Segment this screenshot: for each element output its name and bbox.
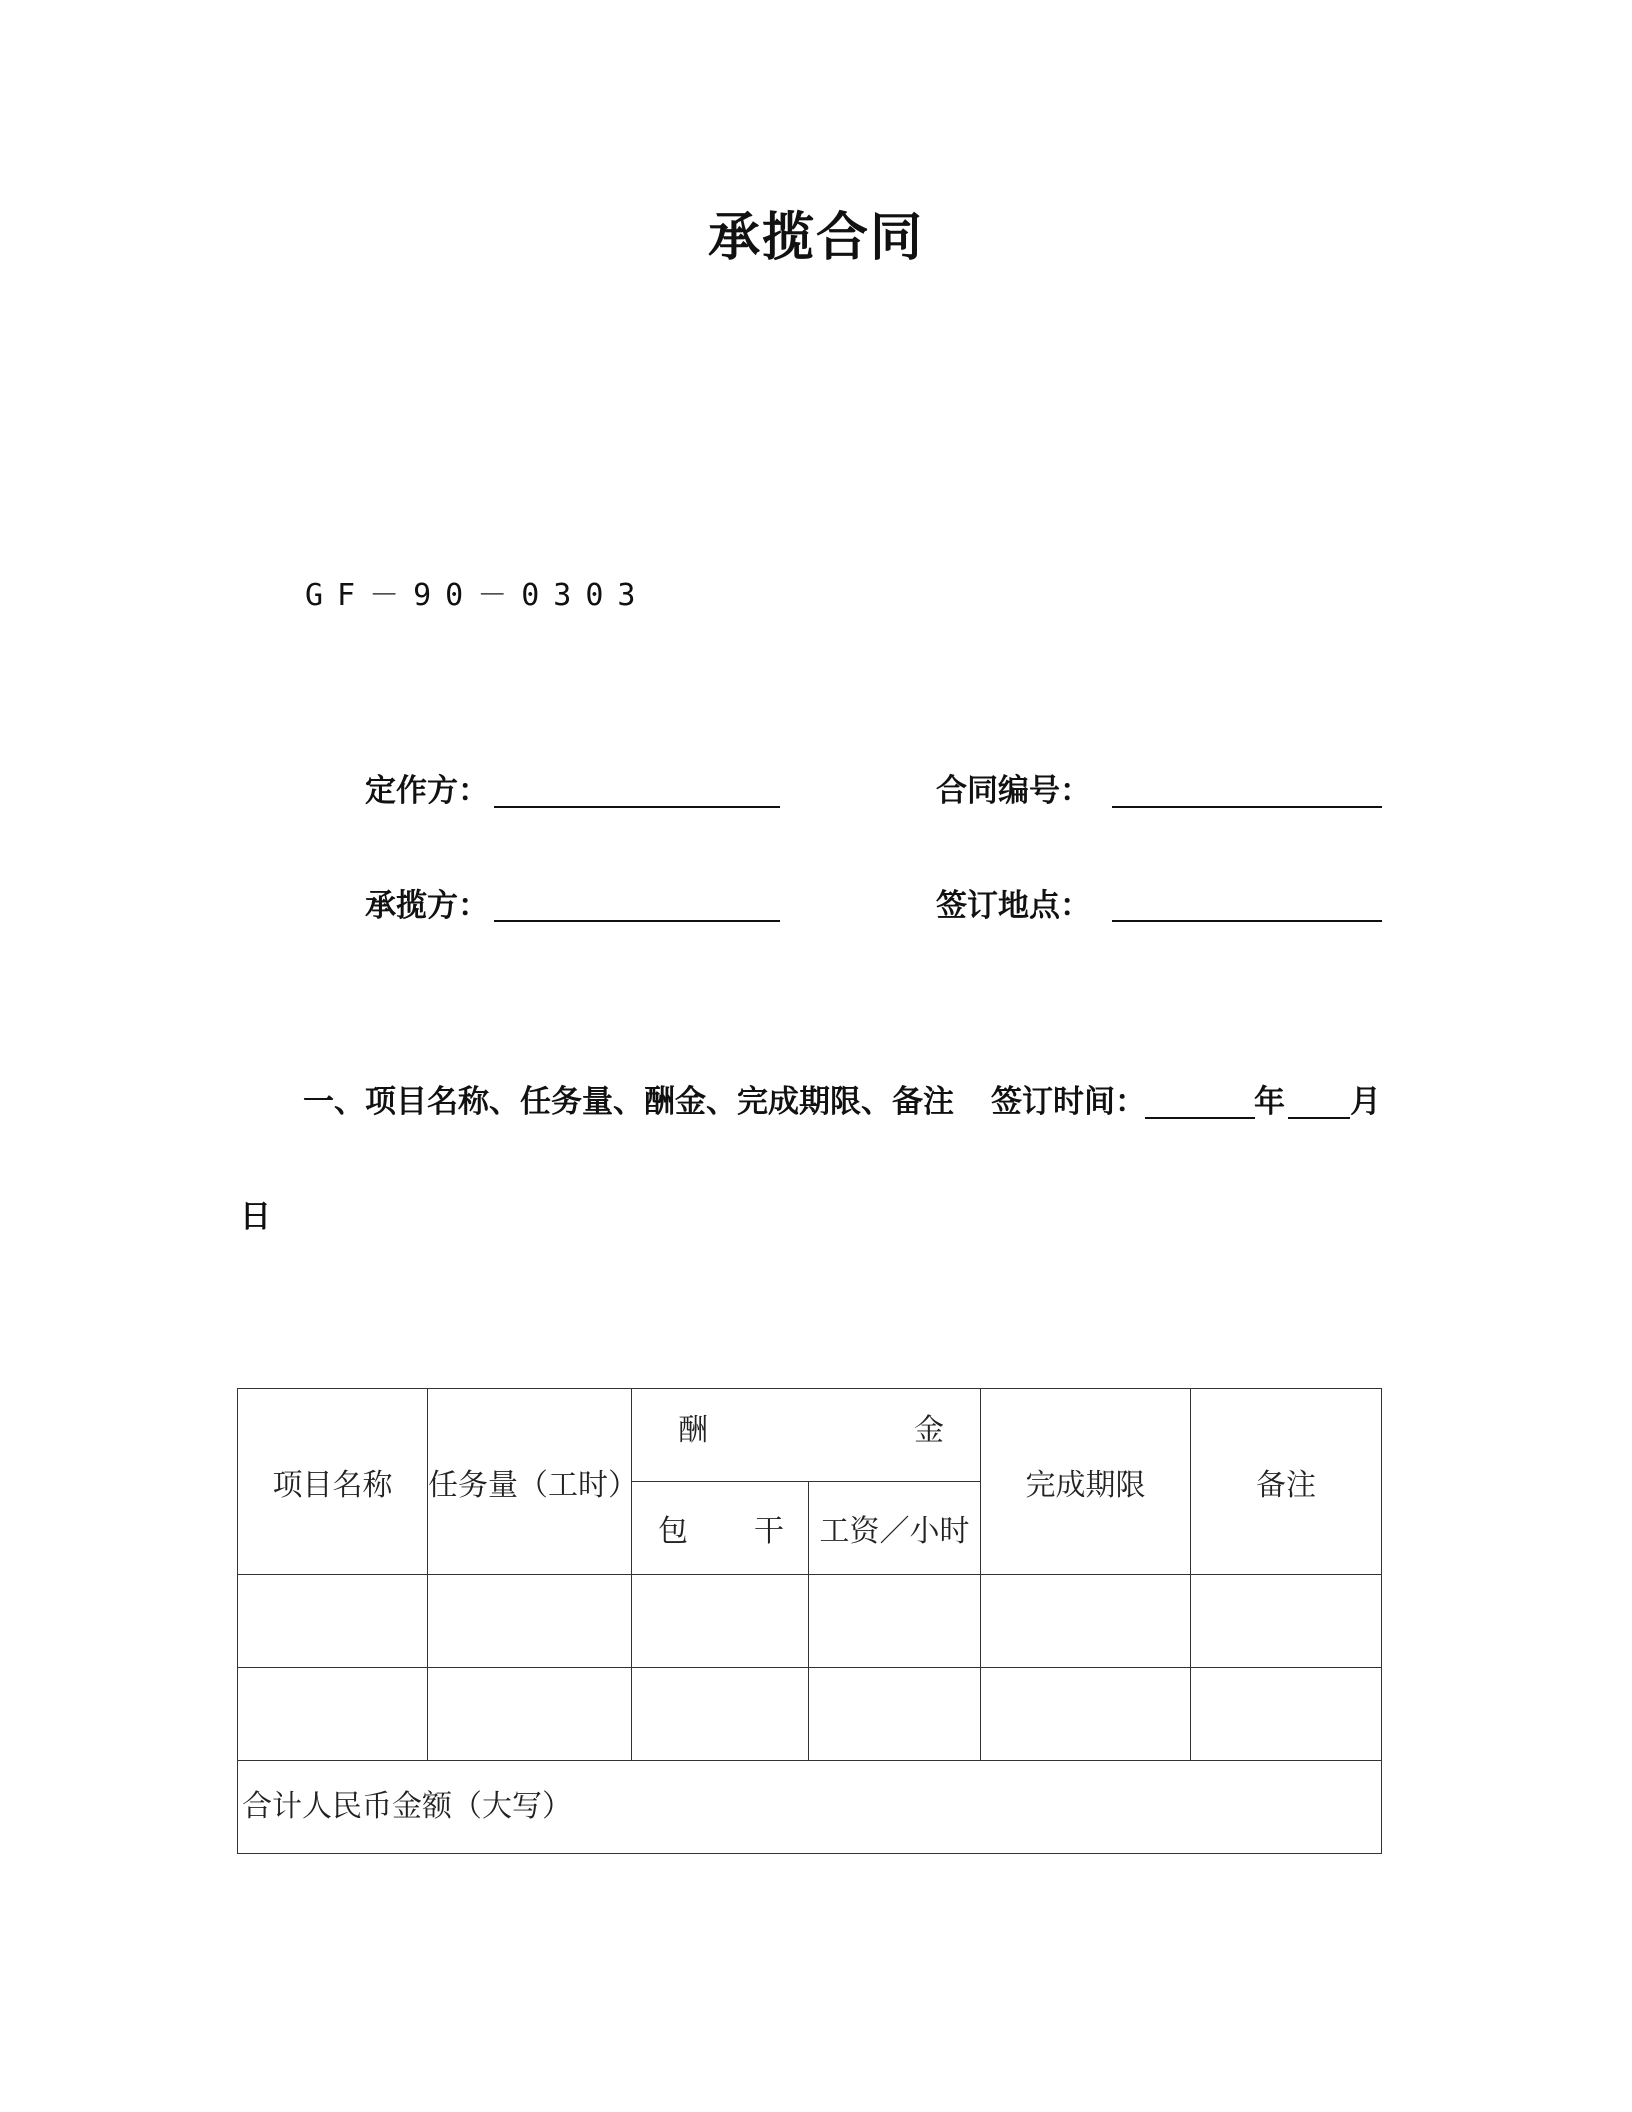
table-cell[interactable] [238,1575,428,1668]
header-remuneration-right: 金 [914,1413,944,1448]
table-cell[interactable] [981,1668,1191,1761]
total-row [238,1761,1382,1854]
total-amount-label: 合计人民币金额（大写） [242,1789,572,1824]
table-cell[interactable] [1191,1668,1382,1761]
items-table [237,1388,1382,1854]
sign-time-label: 签订时间： [991,1084,1146,1120]
header-remark: 备注 [1191,1389,1382,1575]
contractor-label: 承揽方： [365,888,489,924]
total-amount-cell[interactable] [238,1761,1382,1854]
year-label: 年 [1254,1084,1285,1120]
table-cell[interactable] [981,1575,1191,1668]
header-remuneration-left: 酬 [678,1413,708,1448]
table-header-row [238,1389,1382,1482]
contract-number-field[interactable] [1112,806,1382,808]
table-row [238,1575,1382,1668]
contractor-field[interactable] [494,920,780,922]
header-quantity: 任务量（工时） [428,1389,632,1575]
table-row [238,1668,1382,1761]
header-lump-sum [632,1482,809,1575]
sign-month-field[interactable] [1288,1117,1350,1119]
orderer-label: 定作方： [365,773,489,809]
document-title: 承揽合同 [707,208,924,268]
sign-year-field[interactable] [1145,1117,1255,1119]
month-label: 月 [1350,1084,1381,1120]
orderer-field[interactable] [494,806,780,808]
table-cell[interactable] [809,1668,981,1761]
contract-number-label: 合同编号： [936,773,1091,809]
table-cell[interactable] [428,1668,632,1761]
table-cell[interactable] [238,1668,428,1761]
table-cell[interactable] [428,1575,632,1668]
header-deadline: 完成期限 [981,1389,1191,1575]
sign-place-label: 签订地点： [936,888,1091,924]
table-cell[interactable] [1191,1575,1382,1668]
table-cell[interactable] [632,1575,809,1668]
header-hourly-wage: 工资／小时 [809,1482,981,1575]
header-remuneration [632,1389,981,1482]
day-label: 日 [240,1199,271,1235]
sign-place-field[interactable] [1112,920,1382,922]
header-item-name: 项目名称 [238,1389,428,1575]
form-code: GF－90－0303 [305,578,650,613]
header-lump-sum-right: 干 [754,1514,784,1549]
section-1-heading: 一、项目名称、任务量、酬金、完成期限、备注 [303,1084,954,1120]
table-cell[interactable] [809,1575,981,1668]
header-lump-sum-left: 包 [658,1514,688,1549]
table-cell[interactable] [632,1668,809,1761]
